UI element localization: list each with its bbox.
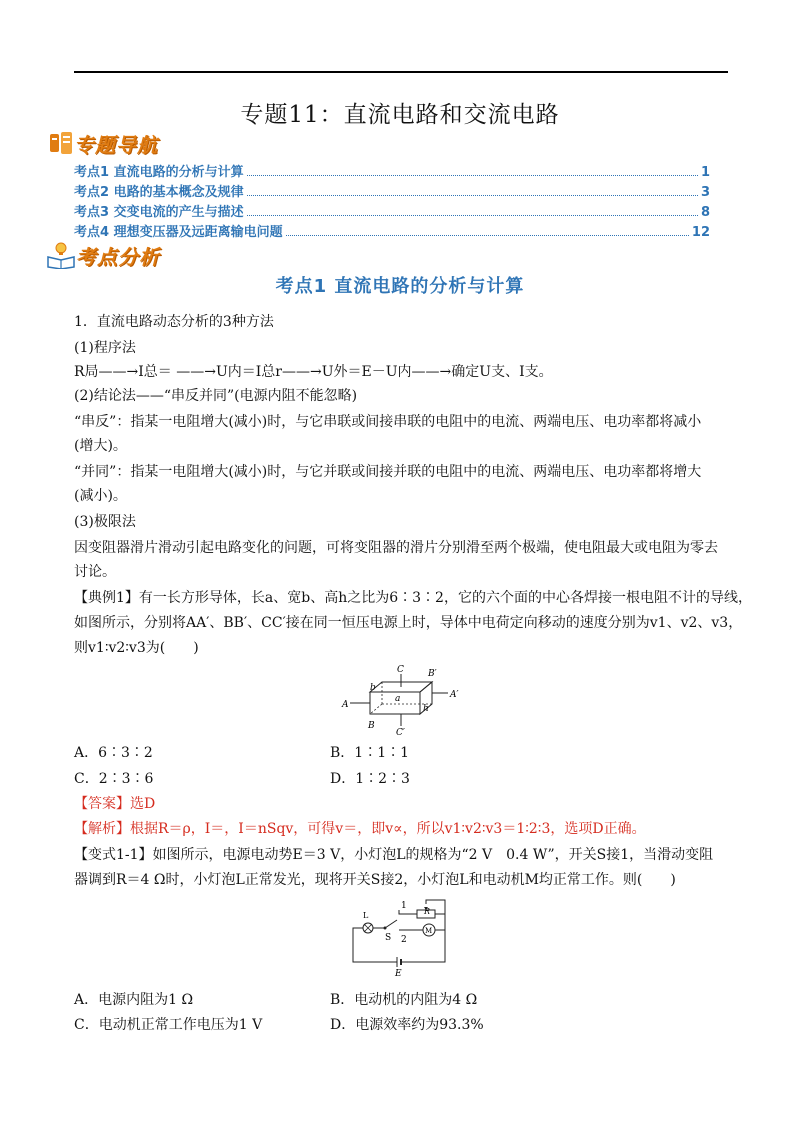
- toc-page-number: 1: [700, 165, 710, 180]
- switch-blade: [385, 920, 397, 928]
- label-b: b: [370, 683, 376, 693]
- toc-item-label: 考点3 交变电流的产生与描述: [74, 205, 244, 220]
- toc-page-number: 3: [700, 185, 710, 200]
- option-b[interactable]: B．电动机的内阻为4 Ω: [330, 992, 478, 1008]
- toc-item-label: 考点2 电路的基本概念及规律: [74, 185, 244, 200]
- example-1-line: 则v1∶v2∶v3为( ): [74, 640, 199, 656]
- answer-line: 【答案】选D: [74, 796, 156, 812]
- body-line: 1．直流电路动态分析的3种方法: [74, 314, 274, 330]
- rectangular-conductor-figure: [340, 664, 470, 736]
- header-rule: [74, 71, 728, 73]
- toc-leader: [286, 235, 689, 236]
- navigation-icon: [48, 130, 74, 156]
- section-title: 考点1 直流电路的分析与计算: [275, 276, 525, 297]
- toc-leader: [247, 175, 698, 176]
- label-B: B: [368, 721, 375, 731]
- label-C: C: [397, 665, 404, 675]
- body-line: (1)程序法: [74, 340, 136, 356]
- variant-1-1-line: 器调到R＝4 Ω时，小灯泡L正常发光，现将开关S接2，小灯泡L和电动机M均正常工作。则( ): [74, 872, 676, 888]
- label-L: L: [363, 911, 369, 920]
- toc-item-3[interactable]: [74, 201, 710, 219]
- option-d[interactable]: D．1∶2∶3: [330, 771, 410, 787]
- body-line: (2)结论法——“串反并同”(电源内阻不能忽略): [74, 388, 358, 404]
- option-d[interactable]: D．电源效率约为93.3%: [330, 1017, 484, 1033]
- label-a: a: [395, 694, 401, 704]
- topic-navigation-heading: [48, 128, 158, 158]
- toc-item-label: 考点4 理想变压器及远距离输电问题: [74, 225, 283, 240]
- toc-leader: [247, 215, 698, 216]
- label-B-prime: B′: [428, 669, 437, 679]
- option-b[interactable]: B．1∶1∶1: [330, 745, 410, 761]
- option-c[interactable]: C．2∶3∶6: [74, 771, 154, 787]
- book-lightbulb-icon: [46, 241, 76, 269]
- body-line: (3)极限法: [74, 514, 136, 530]
- variant-1-1-line: 【变式1-1】如图所示，电源电动势E＝3 V，小灯泡L的规格为“2 V 0.4 W”，开关S接1，当滑动变阻: [74, 847, 714, 863]
- document-title: 专题11：直流电路和交流电路: [240, 102, 560, 128]
- option-c[interactable]: C．电动机正常工作电压为1 V: [74, 1017, 263, 1033]
- label-2: 2: [401, 935, 407, 945]
- label-1: 1: [401, 901, 407, 911]
- nav-heading-text: 专题导航: [74, 132, 158, 157]
- analysis-heading: [46, 240, 160, 270]
- toc-page-number: 8: [700, 205, 710, 220]
- circuit-figure: [345, 890, 455, 976]
- label-M: M: [425, 927, 433, 935]
- example-1-line: 如图所示，分别将AA′、BB′、CC′接在同一恒压电源上时，导体中电荷定向移动的速度分别为v1、v2、v3，: [74, 615, 743, 631]
- toc-page-number: 12: [691, 225, 710, 240]
- toc-item-label: 考点1 直流电路的分析与计算: [74, 165, 244, 180]
- body-line: “并同”：指某一电阻增大(减小)时，与它并联或间接并联的电阻中的电流、两端电压、电功率都将增大: [74, 464, 702, 480]
- body-line: R局——→I总＝ ——→U内＝I总r——→U外＝E－U内——→确定U支、I支。: [74, 364, 553, 380]
- label-E: E: [395, 969, 402, 976]
- body-line: (减小)。: [74, 488, 127, 504]
- analysis-heading-text: 考点分析: [76, 244, 160, 269]
- label-A-prime: A′: [450, 690, 459, 700]
- body-line: “串反”：指某一电阻增大(减小)时，与它串联或间接串联的电阻中的电流、两端电压、电功率都将减小: [74, 414, 702, 430]
- label-R: R: [423, 907, 431, 916]
- label-S: S: [385, 933, 392, 943]
- toc-item-2[interactable]: [74, 181, 710, 199]
- body-line: 因变阻器滑片滑动引起电路变化的问题，可将变阻器的滑片分别滑至两个极端，使电阻最大或电阻为零去: [74, 540, 718, 556]
- label-h: h: [423, 704, 429, 714]
- label-C-prime: C′: [396, 728, 405, 736]
- option-a[interactable]: A．电源内阻为1 Ω: [74, 992, 194, 1008]
- toc-item-4[interactable]: [74, 221, 710, 239]
- toc-item-1[interactable]: [74, 161, 710, 179]
- example-1-line: 【典例1】有一长方形导体，长a、宽b、高h之比为6∶3∶2，它的六个面的中心各焊接一根电阻不计的导线，: [74, 590, 752, 606]
- option-a[interactable]: A．6∶3∶2: [74, 745, 153, 761]
- body-line: 讨论。: [74, 564, 116, 580]
- body-line: (增大)。: [74, 438, 127, 454]
- analysis-line: 【解析】根据R＝ρ，I＝，I＝nSqv，可得v＝，即v∝，所以v1∶v2∶v3＝1∶2∶3，选项D正确。: [74, 821, 646, 837]
- toc-leader: [247, 195, 698, 196]
- label-A: A: [342, 700, 349, 710]
